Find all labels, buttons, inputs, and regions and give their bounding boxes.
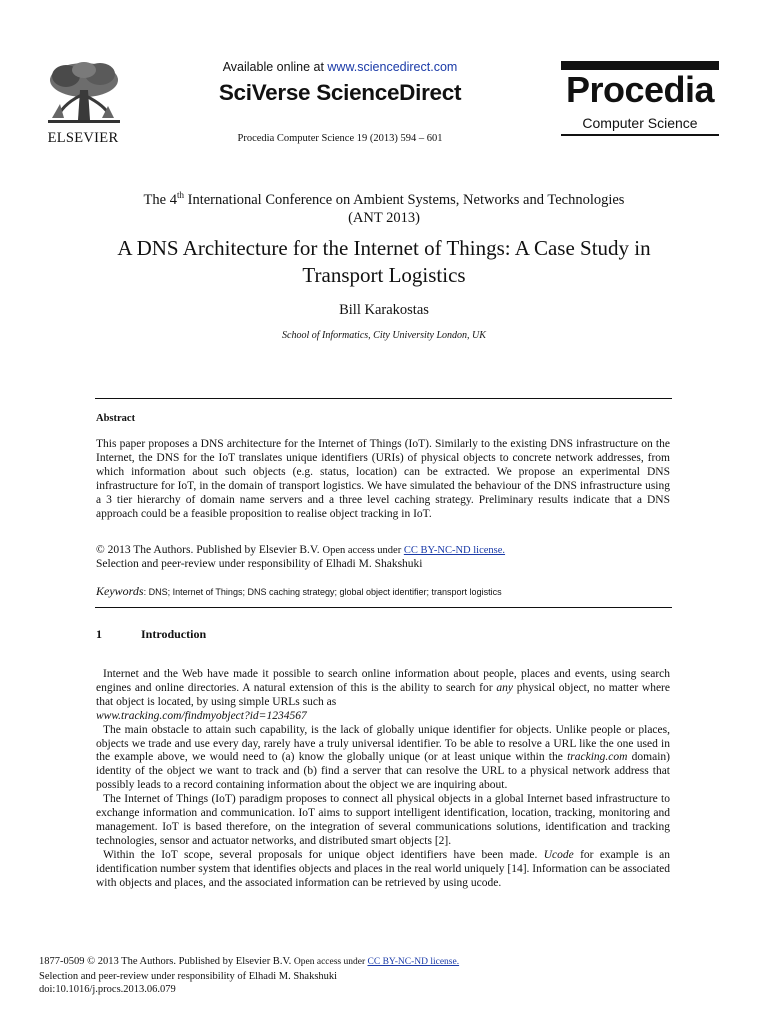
intro-paragraph-3: The Internet of Things (IoT) paradigm proposes to connect all physical objects in a global Internet based infrastructure to exchange information and communication. IoT aims to support intelligent identification, location, tracking, monitoring and management. IoT is based therefore, on the integration of several communications solutions, identification and tracking technologies, sensor and actuator networks, and distributed smart objects [2]. <box>96 793 670 847</box>
intro-p1-text-b: physical object, no matter where that object is located, by using simple URLs such as <box>96 681 670 708</box>
intro-paragraph-2 <box>96 724 670 794</box>
copyright-text: © 2013 The Authors. Published by Elsevier B.V. <box>96 544 323 556</box>
intro-paragraph-4 <box>96 849 670 891</box>
footer-doi[interactable]: doi:10.1016/j.procs.2013.06.079 <box>39 984 176 995</box>
intro-p1-text-a: Internet and the Web have made it possible to search online information about people, places and events, using search engines and online directories. A natural extension of this is the ability to search for <box>96 668 670 694</box>
available-online-line <box>160 60 520 74</box>
open-access-text: Open access under <box>322 545 404 556</box>
keywords-line <box>96 584 670 599</box>
procedia-underline <box>561 134 719 136</box>
abstract-bottom-rule <box>95 607 672 608</box>
author-affiliation: School of Informatics, City University London, UK <box>282 330 486 341</box>
paper-title-line1: A DNS Architecture for the Internet of Things: A Case Study in <box>117 236 651 260</box>
available-prefix: Available online at <box>222 60 328 74</box>
keywords-list: : DNS; Internet of Things; DNS caching strategy; global object identifier; transport logistics <box>143 587 502 597</box>
conference-rest: International Conference on Ambient Systems, Networks and Technologies <box>183 191 625 208</box>
abstract-body: This paper proposes a DNS architecture for the Internet of Things (IoT). Similarly to the existing DNS infrastructure on the Internet, the DNS for the IoT translates unique identifiers (URIs) of physical objects to concrete network addresses, from which information about such objects (e.g. status, location) can be extracted. We propose an experimental DNS infrastructure for IoT, in the domain of transport logistics. We have simulated the behaviour of the DNS infrastructure using a 3 tier hierarchy of domain name servers and a three level caching strategy. Preliminary results indicate that a DNS approach could be a feasible proposition to realise object tracking in IoT. <box>96 438 670 521</box>
license-link[interactable]: CC BY-NC-ND license. <box>403 545 506 556</box>
intro-p2-text-a: The main obstacle to attain such capability, is the lack of globally unique identifier for objects. Unlike people or places, objects we trade and use every day, rarely have a truly universal identifier. To be able to resolve a URL like the one used in the example above, we would need to (a) know the globally unique (or at least unique within the <box>96 723 670 764</box>
conference-prefix: The 4 <box>143 191 177 208</box>
footer-copyright-text: 1877-0509 © 2013 The Authors. Published by Elsevier B.V. <box>39 956 294 967</box>
elsevier-wordmark: ELSEVIER <box>47 130 119 146</box>
sciverse-sciencedirect-logo: SciVerse ScienceDirect <box>218 80 462 105</box>
section-title: Introduction <box>141 627 207 641</box>
paper-title <box>40 235 728 289</box>
introduction-body <box>96 668 670 891</box>
intro-p1-emphasis: any <box>496 681 513 694</box>
page-footer <box>39 955 729 997</box>
procedia-wordmark: Procedia <box>565 69 715 110</box>
example-url <box>96 710 670 724</box>
copyright-line <box>96 544 670 556</box>
procedia-logo <box>561 61 719 137</box>
intro-p2-text-b: domain) identity of the object we want to track and (b) find a server that can resolve the URL to a physical network address that possibly leads to a record containing information about the object we are inquiring about. <box>96 751 671 792</box>
journal-reference: Procedia Computer Science 19 (2013) 594 – 601 <box>237 133 443 144</box>
procedia-subtitle: Computer Science <box>582 115 698 131</box>
intro-paragraph-1 <box>96 668 670 710</box>
intro-p2-emphasis: tracking.com <box>567 751 628 764</box>
conference-name <box>40 186 728 227</box>
intro-p4-text-b: for example is an identification number system that identifies objects and places in the real world uniquely [14]. Information can be associated with objects and places, and the associated information can be retrieved by using ucode. <box>96 848 670 889</box>
abstract-top-rule <box>95 398 672 399</box>
keywords-label: Keywords <box>96 584 144 598</box>
section-number: 1 <box>96 627 102 641</box>
example-url-text: www.tracking.com/findmyobject?id=1234567 <box>96 709 307 722</box>
sciencedirect-url[interactable]: www.sciencedirect.com <box>327 60 458 74</box>
footer-license-link[interactable]: CC BY-NC-ND license. <box>367 957 460 967</box>
intro-p4-emphasis: Ucode <box>543 848 574 861</box>
footer-peer-review: Selection and peer-review under responsibility of Elhadi M. Shakshuki <box>39 970 338 982</box>
abstract-heading: Abstract <box>96 413 136 424</box>
conference-short-name: (ANT 2013) <box>348 209 420 226</box>
footer-open-access-text: Open access under <box>293 957 368 967</box>
peer-review-line: Selection and peer-review under responsibility of Elhadi M. Shakshuki <box>96 558 423 570</box>
conference-ordinal: th <box>176 190 184 200</box>
paper-title-line2: Transport Logistics <box>302 263 466 287</box>
author-name: Bill Karakostas <box>339 302 429 318</box>
footer-copyright <box>39 955 729 970</box>
intro-p4-text-a: Within the IoT scope, several proposals for unique object identifiers have been made. <box>103 848 544 861</box>
